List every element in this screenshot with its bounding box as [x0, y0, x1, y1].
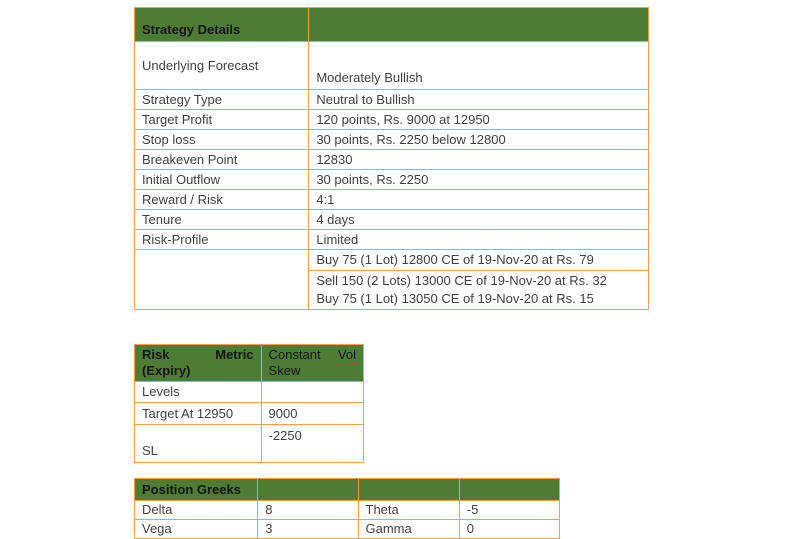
- position-greeks-title: Position Greeks: [135, 479, 258, 501]
- row-value: [261, 382, 363, 403]
- risk-metric-header-line1: [142, 347, 254, 363]
- row-value: 30 points, Rs. 2250: [309, 170, 649, 190]
- table-row: [135, 110, 649, 130]
- vol-word-spellcheck: Vol: [337, 347, 356, 362]
- trade-leg: Buy 75 (1 Lot) 12800 CE of 19-Nov-20 at Rs. 79: [309, 250, 649, 271]
- position-greeks-table: [134, 478, 560, 539]
- trade-leg-row: [135, 250, 649, 271]
- trade-leg: Sell 150 (2 Lots) 13000 CE of 19-Nov-20 at Rs. 32: [316, 273, 607, 288]
- legs-empty-label-cell: [135, 250, 309, 310]
- greek-value: 0: [459, 520, 559, 539]
- table-row: [135, 425, 364, 463]
- constant-vol-line: [269, 347, 356, 363]
- greek-value: 3: [258, 520, 358, 539]
- table-row: [135, 403, 364, 425]
- greeks-header-spacer-cell: [358, 479, 459, 501]
- table-row: [135, 230, 649, 250]
- table-row: [135, 382, 364, 403]
- greek-value: -5: [459, 501, 559, 520]
- row-label: Tenure: [135, 210, 309, 230]
- greeks-header-spacer-cell: [258, 479, 358, 501]
- strategy-details-title: Strategy Details: [135, 8, 309, 42]
- greeks-row: [135, 520, 560, 539]
- row-label: Initial Outflow: [135, 170, 309, 190]
- greek-label: Theta: [358, 501, 459, 520]
- strategy-details-table: [134, 7, 649, 310]
- row-value: 9000: [261, 403, 363, 425]
- greek-label: Vega: [135, 520, 258, 539]
- greeks-header-row: [135, 479, 560, 501]
- risk-word: Risk: [142, 347, 170, 362]
- trade-leg-cell: [309, 271, 649, 310]
- table-row: [135, 150, 649, 170]
- row-label: Stop loss: [135, 130, 309, 150]
- table-row: [135, 130, 649, 150]
- expiry-word: (Expiry): [142, 363, 191, 378]
- row-label: SL: [135, 425, 262, 463]
- row-value: Moderately Bullish: [309, 42, 649, 90]
- row-value: Neutral to Bullish: [309, 90, 649, 110]
- table-row: [135, 170, 649, 190]
- risk-metric-header-cell: [135, 345, 262, 382]
- constant-word: Constant: [268, 347, 321, 362]
- metric-word: Metric: [215, 347, 254, 362]
- row-value: 12830: [309, 150, 649, 170]
- table-row: [135, 90, 649, 110]
- greek-label: Delta: [135, 501, 258, 520]
- strategy-header-spacer-cell: [309, 8, 649, 42]
- row-value: 4 days: [309, 210, 649, 230]
- greeks-header-spacer-cell: [459, 479, 559, 501]
- greek-value: 8: [258, 501, 358, 520]
- row-value: 120 points, Rs. 9000 at 12950: [309, 110, 649, 130]
- greeks-row: [135, 501, 560, 520]
- table-row: [135, 210, 649, 230]
- row-label: Strategy Type: [135, 90, 309, 110]
- greek-label: Gamma: [358, 520, 459, 539]
- row-value: 30 points, Rs. 2250 below 12800: [309, 130, 649, 150]
- constant-vol-skew-header-cell: [261, 345, 363, 382]
- trade-leg: Buy 75 (1 Lot) 13050 CE of 19-Nov-20 at Rs. 15: [316, 291, 594, 306]
- strategy-header-row: [135, 8, 649, 42]
- row-label: Levels: [135, 382, 262, 403]
- row-value: 4:1: [309, 190, 649, 210]
- row-label: Underlying Forecast: [135, 42, 309, 90]
- skew-word: Skew: [268, 363, 301, 378]
- risk-header-row: [135, 345, 364, 382]
- row-value: -2250: [261, 425, 363, 463]
- row-label: Target Profit: [135, 110, 309, 130]
- row-label: Risk-Profile: [135, 230, 309, 250]
- risk-metric-table: [134, 344, 364, 463]
- row-label: Reward / Risk: [135, 190, 309, 210]
- table-row: [135, 190, 649, 210]
- row-value: Limited: [309, 230, 649, 250]
- row-label: Target At 12950: [135, 403, 262, 425]
- table-row: [135, 42, 649, 90]
- row-label: Breakeven Point: [135, 150, 309, 170]
